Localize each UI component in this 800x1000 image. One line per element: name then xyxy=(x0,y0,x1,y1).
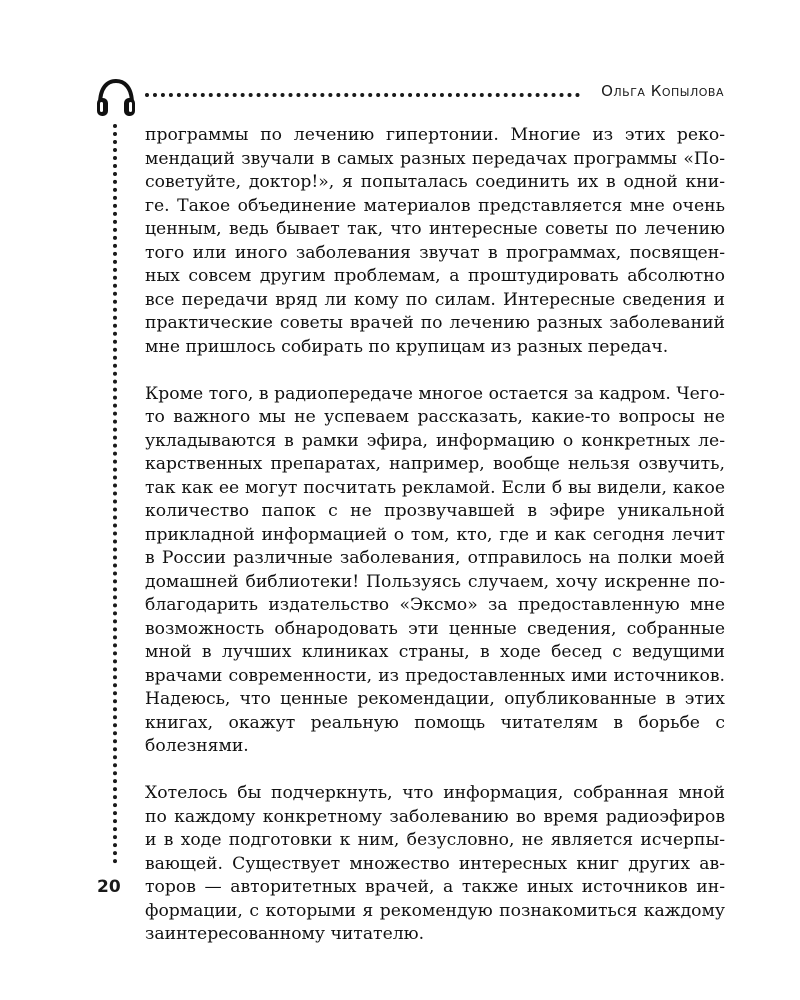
paragraph: Хотелось бы подчеркнуть, что информация, собранная мной по каждому конкретному заболеванию во время радиоэфиров и в ходе подготовки к ним, безусловно, не является исчерпывающей. Существует множество интересных книг других авторов — авторитетных врачей, а также иных источников информации, с которыми я рекомендую познакомиться каждому заинтересованному читателю. xyxy=(145,783,725,944)
headphones-icon xyxy=(95,78,137,118)
page-number: 20 xyxy=(97,877,121,897)
paragraph: Кроме того, в радиопередаче многое остается за кадром. Чего-то важного мы не успеваем рассказать, какие-то вопросы не укладываются в рамки эфира, информацию о конкретных лекарственных препаратах, например, вообще нельзя озвучить, так как ее могут посчитать рекламой. Если б вы видели, какое количество папок с не прозвучавшей в эфире уникальной прикладной информацией о том, кто, где и как сегодня лечит в России различные заболевания, отправилось на полки моей домашней библиотеки! Пользуясь случаем, хочу искренне поблагодарить издательство «Эксмо» за предоставленную мне возможность обнародовать эти ценные сведения, собранные мной в лучших клиниках страны, в ходе бесед с ведущими врачами современности, из предоставленных ими источников. Надеюсь, что ценные рекомендации, опубликованные в этих книгах, окажут реальную помощь читателям в борьбе с болезнями. xyxy=(145,383,725,756)
margin-dotted-rule xyxy=(113,124,117,864)
header-dotted-rule xyxy=(145,93,580,97)
paragraph: программы по лечению гипертонии. Многие из этих рекомендаций звучали в самых разных передачах программы «Посоветуйте, доктор!», я попыталась соединить их в одной книге. Такое объединение материалов представляется мне очень ценным, ведь бывает так, что интересные советы по лечению того или иного заболевания звучат в программах, посвященных совсем другим проблемам, а проштудировать абсолютно все передачи вряд ли кому по силам. Интересные сведения и практические советы врачей по лечению разных заболеваний мне пришлось собирать по крупицам из разных передач. xyxy=(145,125,725,357)
body-text xyxy=(145,124,725,970)
running-header-author: Ольга Копылова xyxy=(601,82,724,100)
